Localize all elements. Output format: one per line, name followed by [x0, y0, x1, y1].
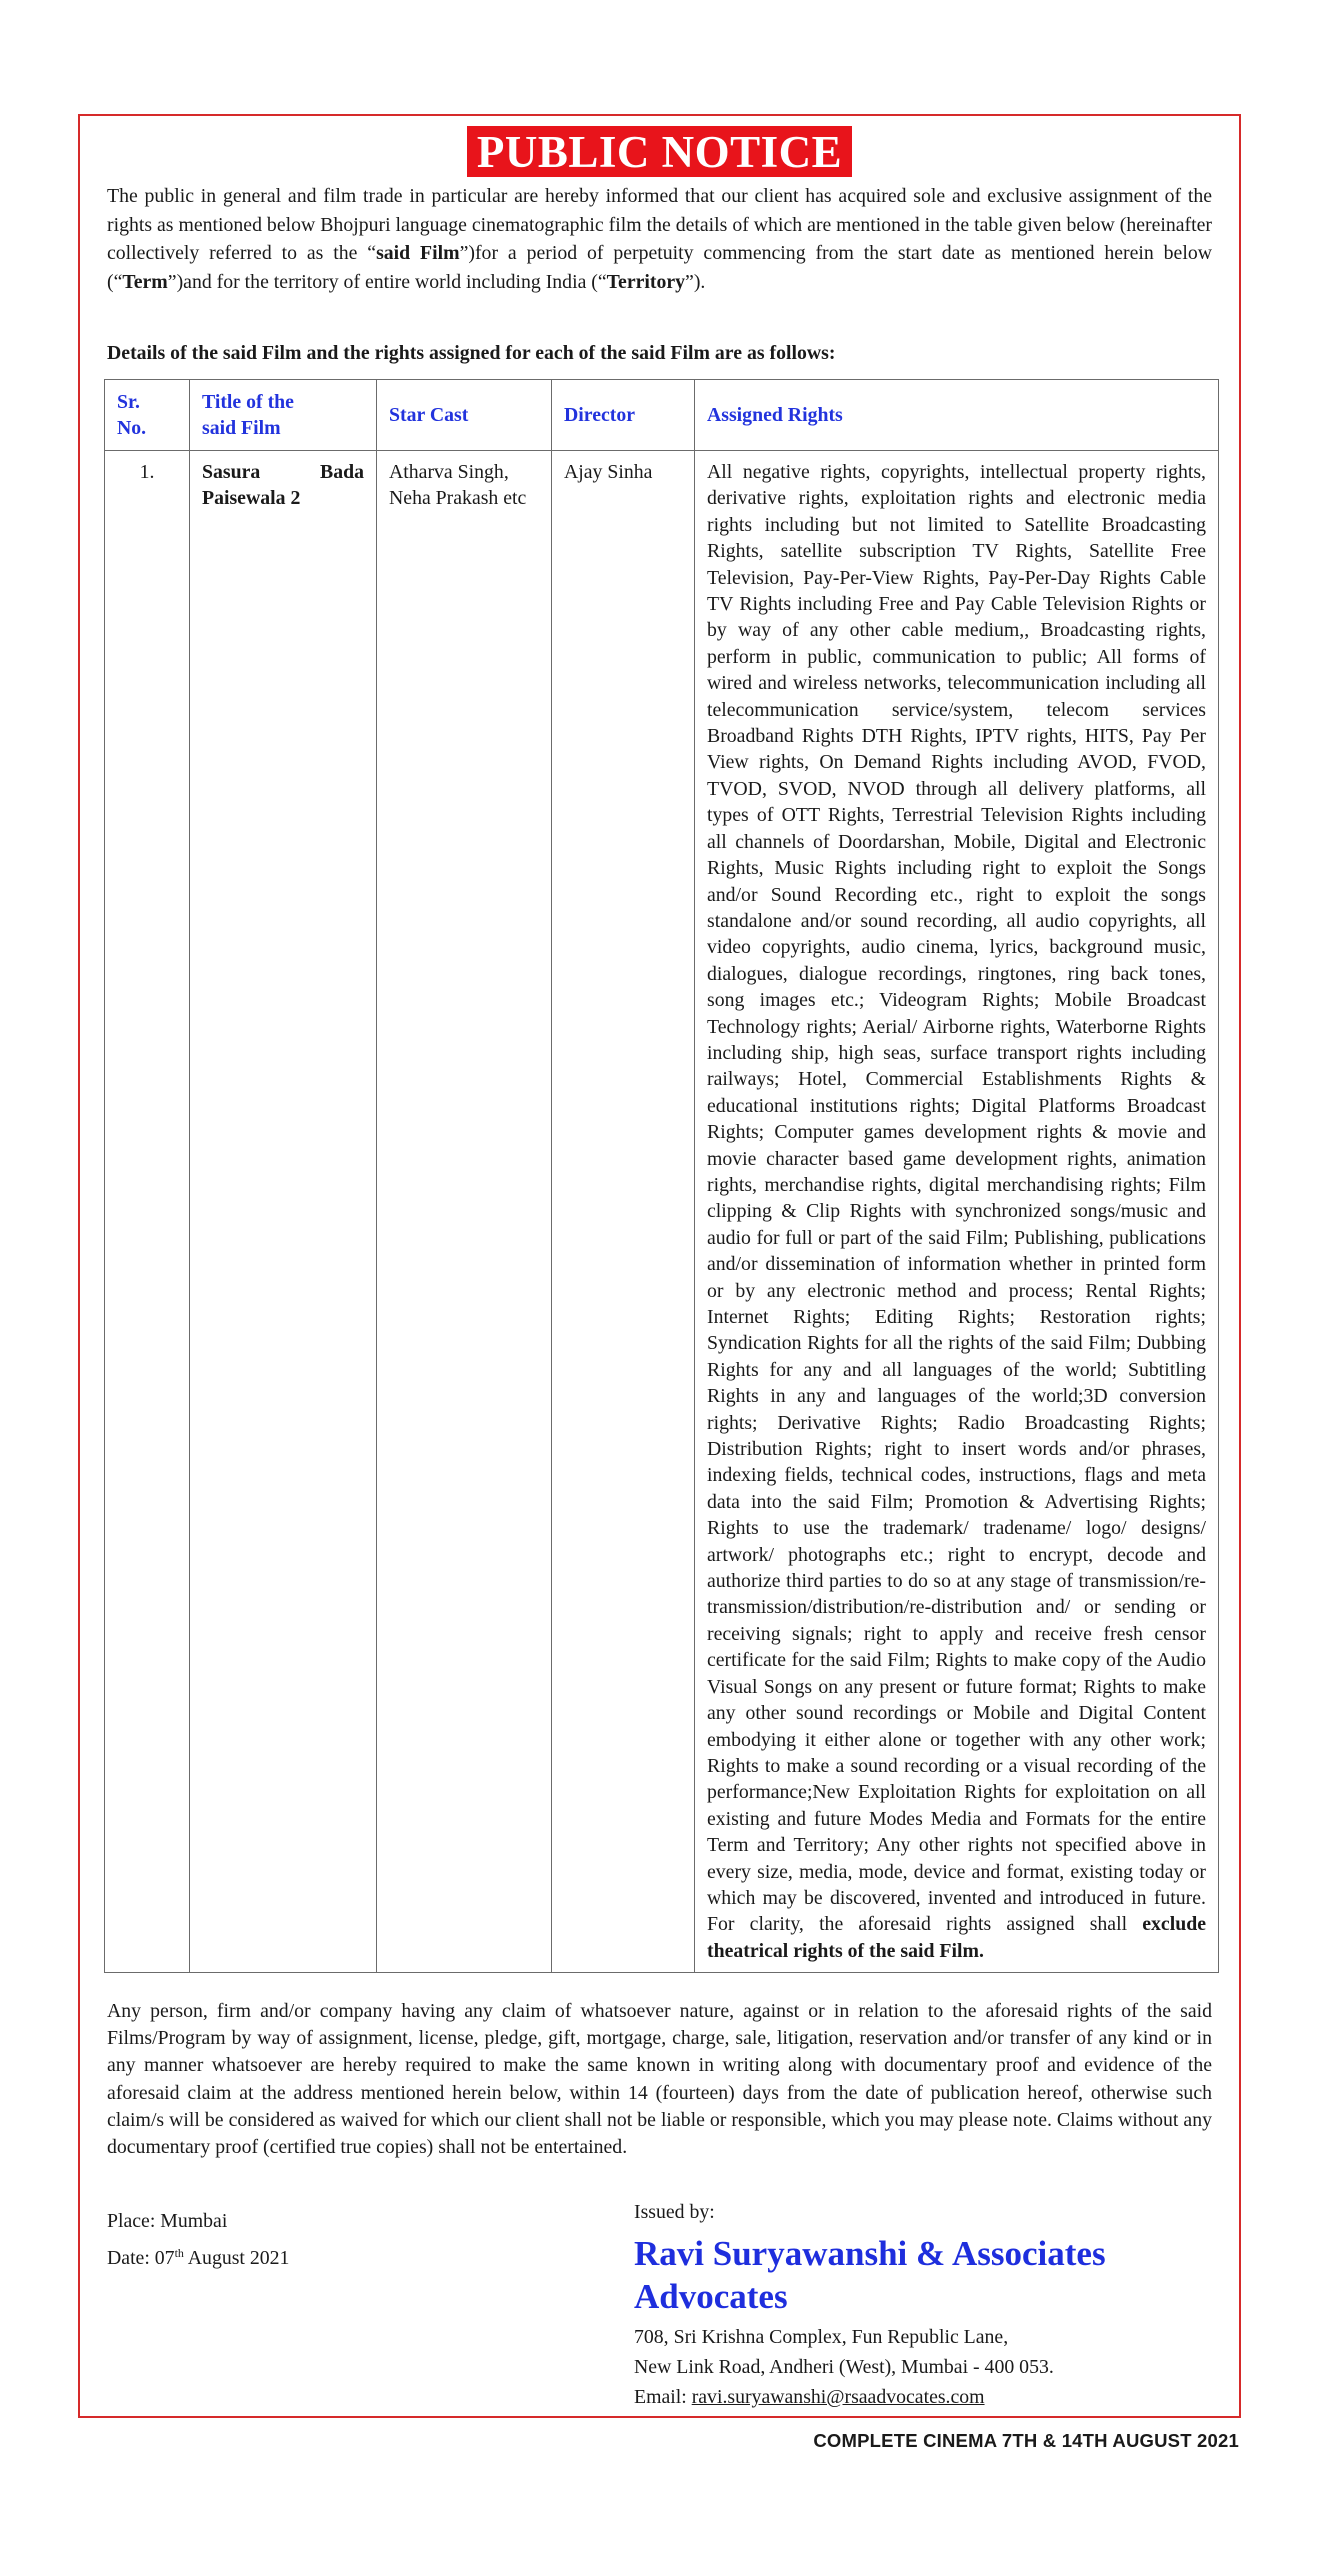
address-line-2: New Link Road, Andheri (West), Mumbai - 400 053.	[634, 2356, 1054, 2378]
intro-text-2: ”)for a period of perpetuity commencing from the start date as mentioned herein below (“	[107, 242, 1212, 293]
email-line	[634, 2382, 1224, 2412]
publication-footer: COMPLETE CINEMA 7TH & 14TH AUGUST 2021	[813, 2430, 1239, 2451]
intro-text-3: ”)and for the territory of entire world including India (“	[167, 270, 607, 293]
firm-name	[634, 2232, 1224, 2318]
cell-film-title: Sasura Bada Paisewala 2	[190, 451, 377, 1973]
email-link[interactable]: ravi.suryawanshi@rsaadvocates.com	[691, 2386, 985, 2408]
firm-address	[634, 2322, 1224, 2412]
date-suffix: August 2021	[183, 2247, 290, 2269]
date-line	[107, 2247, 289, 2270]
rights-text: All negative rights, copyrights, intellectual property rights, derivative rights, exploitation rights and electronic media rights including but not limited to Satellite Broadcasting Rights, satellite subscription TV Rights, Satellite Free Television, Pay-Per-View Rights, Pay-Per-Day Rights Cable TV Rights including Free and Pay Cable Television Rights or by way of any other cable medium,, Broadcasting rights, perform in public, communication to public; All forms of wired and wireless networks, telecommunication including all telecommunication service/system, telecom services Broadband Rights DTH Rights, IPTV rights, HITS, Pay Per View rights, On Demand Rights including AVOD, FVOD, TVOD, SVOD, NVOD through all delivery platforms, all types of OTT Rights, Terrestrial Television Rights including all channels of Doordarshan, Mobile, Digital and Electronic Rights, Music Rights including right to exploit the Songs and/or Sound Recording etc., right to exploit the songs standalone and/or sound recording, all audio copyrights, all video copyrights, audio cinema, lyrics, background music, dialogues, dialogue recordings, ringtones, ring back tones, song images etc.; Videogram Rights; Mobile Broadcast Technology rights; Aerial/ Airborne rights, Waterborne Rights including ship, high seas, surface transport rights including railways; Hotel, Commercial Establishments Rights & educational institutions rights; Digital Platforms Broadcast Rights; Computer games development rights & movie and movie character based game development rights, animation rights, merchandise rights, digital merchandising rights; Film clipping & Clip Rights with synchronized songs/music and audio for full or part of the said Film; Publishing, publications and/or dissemination of information whether in printed form or by any electronic method and process; Rental Rights; Internet Rights; Editing Rights; Restoration rights; Syndication Rights for all the rights of the said Film; Dubbing Rights for any and all languages of the world; Subtitling Rights in any and languages of the world;3D conversion rights; Derivative Rights; Radio Broadcasting Rights; Distribution Rights; right to insert words and/or phrases, indexing fields, technical codes, instructions, flags and meta data into the said Film; Promotion & Advertising Rights; Rights to use the trademark/ tradename/ logo/ designs/ artwork/ photographs etc.; right to encrypt, decode and authorize third parties to do so at any stage of transmission/re-transmission/distribution/re-distribution and/ or sending or receiving signals; right to apply and receive fresh censor certificate for the said Film; Rights to make copy of the Audio Visual Songs on any present or future format; Rights to make any other sound recordings or Mobile and Digital Content embodying it either alone or together with any other work; Rights to make a sound recording or a visual recording of the performance;New Exploitation Rights for exploitation on all existing and future Modes Media and Formats for the entire Term and Territory; Any other rights not specified above in every size, media, mode, device and format, existing today or which may be discovered, invented and introduced in future. For clarity, the aforesaid rights assigned shall	[707, 461, 1206, 1936]
place-line: Place: Mumbai	[107, 2210, 228, 2232]
rights-exclusion: exclude theatrical rights of the said Film.	[707, 1913, 1206, 1962]
intro-paragraph	[107, 182, 1212, 296]
firm-name-line1: Ravi Suryawanshi & Associates	[634, 2234, 1106, 2273]
issued-by-label: Issued by:	[634, 2201, 715, 2223]
table-row	[105, 451, 1219, 1973]
address-line-1: 708, Sri Krishna Complex, Fun Republic Lane,	[634, 2326, 1009, 2348]
intro-text-1: The public in general and film trade in particular are hereby informed that our client has acquired sole and exclusive assignment of the rights as mentioned below Bhojpuri language cinematographic film the details of which are mentioned in the table given below (hereinafter collectively referred to as the “	[107, 185, 1212, 264]
header-sr-l1: Sr.	[117, 391, 140, 413]
header-star-cast: Star Cast	[377, 380, 552, 451]
cell-star-cast: Atharva Singh, Neha Prakash etc	[377, 451, 552, 1973]
details-heading: Details of the said Film and the rights assigned for each of the said Film are as follows:	[107, 342, 836, 364]
cell-sr-no: 1.	[105, 451, 190, 1973]
firm-name-line2: Advocates	[634, 2277, 788, 2316]
header-sr-l2: No.	[117, 417, 147, 439]
cell-director: Ajay Sinha	[552, 451, 695, 1973]
date-prefix: Date: 07	[107, 2247, 175, 2269]
header-assigned-rights: Assigned Rights	[695, 380, 1219, 451]
header-sr-no	[105, 380, 190, 451]
notice-title: PUBLIC NOTICE	[467, 126, 852, 177]
intro-bold-territory: Territory	[606, 270, 686, 293]
rights-table	[104, 379, 1219, 1973]
intro-bold-said-film: said Film	[376, 242, 460, 264]
intro-bold-term: Term	[122, 270, 168, 293]
intro-text-4: ”).	[685, 270, 706, 293]
issuer-block	[634, 2198, 1224, 2412]
cell-assigned-rights	[695, 451, 1219, 1973]
date-superscript: th	[174, 2246, 184, 2260]
title-wrap	[80, 126, 1239, 177]
table-header-row	[105, 380, 1219, 451]
closing-paragraph: Any person, firm and/or company having any claim of whatsoever nature, against or in relation to the aforesaid rights of the said Films/Program by way of assignment, license, pledge, gift, mortgage, charge, sale, litigation, reservation and/or transfer of any kind or in any manner whatsoever are hereby required to make the same known in writing along with documentary proof and evidence of the aforesaid claim at the address mentioned herein below, within 14 (fourteen) days from the date of publication hereof, otherwise such claim/s will be considered as waived for which our client shall not be liable or responsible, which you may please note. Claims without any documentary proof (certified true copies) shall not be entertained.	[107, 2000, 1212, 2159]
header-director: Director	[552, 380, 695, 451]
header-title-l1: Title of the	[202, 391, 294, 413]
public-notice-frame	[78, 114, 1241, 2418]
header-title	[190, 380, 377, 451]
email-label: Email:	[634, 2386, 692, 2408]
header-title-l2: said Film	[202, 417, 281, 439]
